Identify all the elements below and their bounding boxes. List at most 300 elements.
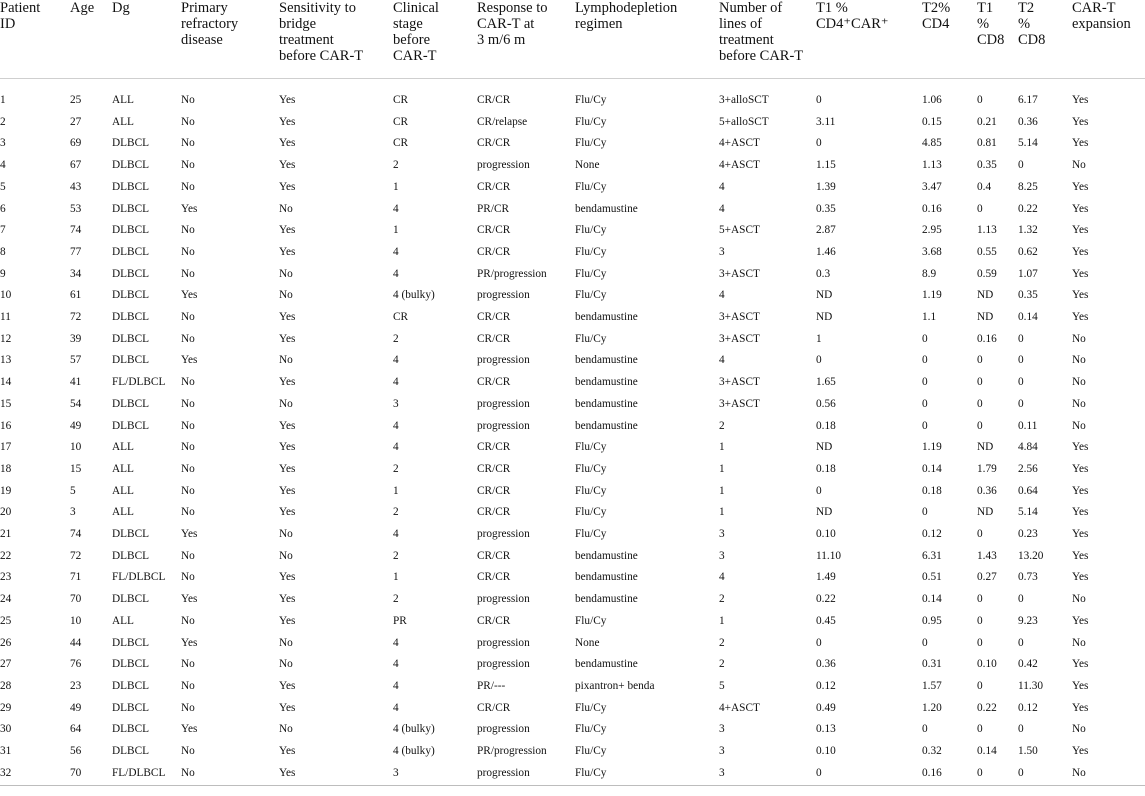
table-cell: 4 (bulky): [393, 723, 435, 736]
table-cell: 13: [0, 354, 12, 367]
table-cell: 0: [977, 419, 983, 432]
table-cell: 1.1: [922, 311, 937, 324]
table-cell: 0: [977, 636, 983, 649]
table-cell: 0.42: [1018, 658, 1038, 671]
column-header: [112, 0, 181, 79]
table-cell: progression: [477, 159, 530, 172]
table-cell: progression: [477, 636, 530, 649]
table-cell: 67: [70, 159, 82, 172]
table-cell: 23: [70, 679, 82, 692]
table-cell: No: [279, 636, 293, 649]
table-cell: 4: [393, 419, 399, 432]
table-cell: Yes: [181, 528, 198, 541]
table-cell: 29: [0, 701, 12, 714]
table-cell: 4+ASCT: [719, 159, 760, 172]
table-cell: progression: [477, 419, 530, 432]
table-cell: progression: [477, 593, 530, 606]
table-cell: 16: [0, 419, 12, 432]
column-header: [1018, 0, 1072, 79]
table-row: [0, 350, 1145, 372]
table-cell: bendamustine: [575, 658, 638, 671]
table-cell: CR/CR: [477, 462, 511, 475]
table-row: [0, 481, 1145, 503]
table-cell: ND: [816, 289, 833, 302]
table-cell: Yes: [1072, 571, 1089, 584]
table-cell: No: [181, 224, 195, 237]
column-header: [0, 0, 70, 79]
table-cell: progression: [477, 397, 530, 410]
table-cell: 17: [0, 441, 12, 454]
table-cell: Flu/Cy: [575, 614, 607, 627]
table-cell: 1.07: [1018, 267, 1038, 280]
table-cell: 0.18: [922, 484, 942, 497]
table-cell: 4: [393, 528, 399, 541]
table-cell: 26: [0, 636, 12, 649]
column-header-line: treatment: [719, 32, 774, 48]
table-cell: 10: [70, 614, 82, 627]
column-header-line: Number of: [719, 0, 783, 16]
table-row: [0, 459, 1145, 481]
table-cell: 57: [70, 354, 82, 367]
table-cell: 0.14: [922, 462, 942, 475]
table-cell: 4: [393, 245, 399, 258]
table-cell: 5+ASCT: [719, 224, 760, 237]
table-cell: Yes: [1072, 679, 1089, 692]
table-cell: No: [181, 419, 195, 432]
table-cell: 0.14: [1018, 311, 1038, 324]
table-cell: 4+ASCT: [719, 137, 760, 150]
table-cell: Yes: [1072, 506, 1089, 519]
table-cell: DLBCL: [112, 419, 150, 432]
table-cell: 1: [393, 571, 399, 584]
table-cell: progression: [477, 289, 530, 302]
table-cell: 4: [393, 441, 399, 454]
table-cell: CR/CR: [477, 224, 511, 237]
table-cell: DLBCL: [112, 679, 150, 692]
table-cell: PR/progression: [477, 745, 547, 758]
table-cell: No: [1072, 636, 1086, 649]
table-cell: 0: [977, 202, 983, 215]
table-cell: 1.39: [816, 180, 836, 193]
table-cell: 0: [977, 723, 983, 736]
table-cell: 0.55: [977, 245, 997, 258]
column-header-line: before CAR-T: [279, 48, 364, 64]
table-cell: 1: [816, 332, 822, 345]
table-cell: 10: [70, 441, 82, 454]
table-cell: FL/DLBCL: [112, 763, 181, 785]
table-row: [0, 611, 1145, 633]
table-cell: 3: [393, 397, 399, 410]
column-header-line: ID: [0, 16, 16, 32]
table-cell: Yes: [1072, 658, 1089, 671]
table-cell: 32: [0, 763, 70, 785]
table-cell: 14: [0, 376, 12, 389]
table-cell: 0: [922, 723, 928, 736]
table-cell: 12: [0, 332, 12, 345]
table-cell: 70: [70, 763, 112, 785]
table-row: [0, 242, 1145, 264]
table-cell: No: [181, 159, 195, 172]
table-cell: Flu/Cy: [575, 224, 607, 237]
table-cell: 3: [719, 528, 725, 541]
table-cell: 3.47: [922, 180, 942, 193]
table-cell: Yes: [279, 311, 296, 324]
table-cell: 0: [922, 636, 928, 649]
table-cell: 0.31: [922, 658, 942, 671]
table-cell: Yes: [181, 636, 198, 649]
table-cell: 2: [393, 159, 399, 172]
table-cell: Yes: [279, 763, 393, 785]
table-cell: 64: [70, 723, 82, 736]
table-cell: DLBCL: [112, 549, 150, 562]
table-cell: 49: [70, 419, 82, 432]
table-row: [0, 155, 1145, 177]
table-cell: 0: [1018, 397, 1024, 410]
table-cell: 71: [70, 571, 82, 584]
table-cell: 2: [393, 332, 399, 345]
table-cell: 6.31: [922, 549, 942, 562]
table-cell: 18: [0, 462, 12, 475]
table-cell: 6.17: [1018, 94, 1038, 106]
table-cell: ND: [816, 441, 833, 454]
column-header-line: %: [977, 16, 990, 32]
table-cell: Yes: [1072, 528, 1089, 541]
table-cell: 0.18: [816, 462, 836, 475]
column-header-line: before CAR-T: [719, 48, 804, 64]
table-cell: 15: [70, 462, 82, 475]
table-cell: 27: [0, 658, 12, 671]
table-cell: Yes: [279, 614, 296, 627]
table-cell: 0: [1018, 332, 1024, 345]
table-cell: Yes: [279, 506, 296, 519]
table-cell: CR/CR: [477, 137, 511, 150]
table-cell: 3: [70, 506, 76, 519]
table-cell: No: [1072, 419, 1086, 432]
table-row: [0, 133, 1145, 155]
table-cell: 31: [0, 745, 12, 758]
table-cell: 0.45: [816, 614, 836, 627]
table-cell: 0: [977, 763, 1018, 785]
column-header-line: Primary: [181, 0, 228, 16]
table-cell: 4: [719, 354, 725, 367]
table-cell: 74: [70, 528, 82, 541]
table-cell: 0.10: [977, 658, 997, 671]
table-cell: None: [575, 159, 600, 172]
table-cell: 15: [0, 397, 12, 410]
table-cell: 0.13: [816, 723, 836, 736]
column-header-line: 3 m/6 m: [477, 32, 526, 48]
table-cell: 5+alloSCT: [719, 115, 769, 128]
table-cell: bendamustine: [575, 311, 638, 324]
table-cell: 0: [922, 506, 928, 519]
table-cell: PR/CR: [477, 202, 510, 215]
table-cell: Flu/Cy: [575, 332, 607, 345]
table-cell: 4: [719, 289, 725, 302]
table-row: [0, 589, 1145, 611]
table-cell: 21: [0, 528, 12, 541]
table-cell: 28: [0, 679, 12, 692]
table-cell: Flu/Cy: [575, 723, 607, 736]
table-cell: CR/CR: [477, 614, 511, 627]
table-cell: Yes: [279, 679, 296, 692]
table-cell: No: [181, 267, 195, 280]
table-cell: bendamustine: [575, 593, 638, 606]
table-cell: 4: [393, 636, 399, 649]
table-cell: No: [181, 115, 195, 128]
table-cell: CR/CR: [477, 484, 511, 497]
table-cell: 1: [393, 484, 399, 497]
table-cell: FL/DLBCL: [112, 376, 166, 389]
table-cell: No: [181, 679, 195, 692]
column-header-line: Sensitivity to: [279, 0, 356, 16]
table-cell: CR/CR: [477, 506, 511, 519]
table-cell: 3+alloSCT: [719, 94, 769, 106]
table-cell: Flu/Cy: [575, 115, 607, 128]
table-cell: Yes: [279, 419, 296, 432]
table-cell: Flu/Cy: [575, 763, 719, 785]
table-cell: 0.22: [1018, 202, 1038, 215]
table-cell: pixantron+ benda: [575, 679, 655, 692]
table-cell: Yes: [279, 745, 296, 758]
table-cell: DLBCL: [112, 245, 150, 258]
table-cell: Yes: [1072, 137, 1089, 150]
table-cell: 0.35: [816, 202, 836, 215]
table-cell: 3+ASCT: [719, 397, 760, 410]
column-header: [719, 0, 816, 79]
table-cell: 1: [0, 94, 6, 106]
table-cell: 1.50: [1018, 745, 1038, 758]
table-cell: No: [1072, 376, 1086, 389]
table-cell: progression: [477, 658, 530, 671]
table-cell: Flu/Cy: [575, 528, 607, 541]
table-cell: Flu/Cy: [575, 462, 607, 475]
table-cell: 1.13: [977, 224, 997, 237]
table-cell: 2: [393, 506, 399, 519]
table-cell: Yes: [1072, 614, 1089, 627]
table-cell: 0.11: [1018, 419, 1038, 432]
table-cell: No: [279, 549, 293, 562]
table-cell: Flu/Cy: [575, 94, 607, 106]
table-cell: Flu/Cy: [575, 267, 607, 280]
table-cell: Yes: [279, 159, 296, 172]
table-cell: 0.23: [1018, 528, 1038, 541]
table-cell: CR/CR: [477, 332, 511, 345]
table-cell: DLBCL: [112, 636, 150, 649]
table-cell: 2: [719, 593, 725, 606]
table-cell: 3: [719, 763, 816, 785]
table-cell: No: [1072, 763, 1145, 785]
table-cell: ALL: [112, 94, 134, 106]
table-cell: 5.14: [1018, 506, 1038, 519]
table-cell: 1: [719, 614, 725, 627]
table-cell: 0.27: [977, 571, 997, 584]
table-cell: 0: [922, 419, 928, 432]
table-cell: 23: [0, 571, 12, 584]
table-cell: 24: [0, 593, 12, 606]
table-cell: Flu/Cy: [575, 137, 607, 150]
table-cell: 0.14: [977, 745, 997, 758]
column-header-line: lines of: [719, 16, 763, 32]
table-row: [0, 199, 1145, 221]
table-cell: 4: [0, 159, 6, 172]
table-cell: 53: [70, 202, 82, 215]
column-header-line: CAR-T: [1072, 0, 1116, 16]
table-row: [0, 741, 1145, 763]
table-cell: 22: [0, 549, 12, 562]
table-cell: 5: [719, 679, 725, 692]
table-cell: CR/relapse: [477, 115, 528, 128]
table-cell: Yes: [279, 462, 296, 475]
table-cell: 1.43: [977, 549, 997, 562]
table-cell: 11: [0, 311, 11, 324]
table-cell: 13.20: [1018, 549, 1044, 562]
table-cell: 0: [1018, 376, 1024, 389]
table-cell: FL/DLBCL: [112, 571, 166, 584]
column-header-line: stage: [393, 16, 423, 32]
table-cell: Yes: [279, 701, 296, 714]
table-row: [0, 719, 1145, 741]
table-cell: 3: [719, 245, 725, 258]
table-cell: Yes: [279, 571, 296, 584]
column-header-line: Patient: [0, 0, 41, 16]
table-cell: 69: [70, 137, 82, 150]
table-cell: Flu/Cy: [575, 745, 607, 758]
table-cell: 9.23: [1018, 614, 1038, 627]
table-cell: 30: [0, 723, 12, 736]
table-cell: No: [181, 137, 195, 150]
table-cell: Flu/Cy: [575, 701, 607, 714]
table-cell: 70: [70, 593, 82, 606]
table-cell: bendamustine: [575, 419, 638, 432]
table-cell: No: [1072, 593, 1086, 606]
table-cell: No: [1072, 397, 1086, 410]
column-header-line: CD4: [922, 16, 950, 32]
table-cell: Yes: [1072, 462, 1089, 475]
table-cell: Yes: [279, 115, 296, 128]
table-cell: Yes: [1072, 202, 1089, 215]
table-cell: 4: [393, 267, 399, 280]
table-cell: 7: [0, 224, 6, 237]
table-cell: No: [181, 506, 195, 519]
table-cell: 0.21: [977, 115, 997, 128]
table-cell: No: [181, 245, 195, 258]
table-cell: 1.57: [922, 679, 942, 692]
table-cell: 4 (bulky): [393, 289, 435, 302]
table-cell: 0.12: [816, 679, 836, 692]
table-row: [0, 285, 1145, 307]
table-cell: 9: [0, 267, 6, 280]
table-header: [0, 0, 1145, 79]
table-cell: 4: [393, 679, 399, 692]
table-cell: 3.11: [816, 115, 836, 128]
table-cell: 20: [0, 506, 12, 519]
table-cell: 11.10: [816, 549, 841, 562]
column-header-line: T1 %: [816, 0, 848, 16]
table-row: [0, 264, 1145, 286]
table-cell: DLBCL: [112, 528, 150, 541]
table-cell: CR/CR: [477, 311, 511, 324]
table-cell: CR/CR: [477, 441, 511, 454]
table-cell: 0: [977, 376, 983, 389]
table-cell: 2: [719, 419, 725, 432]
table-cell: PR: [393, 614, 407, 627]
table-cell: 72: [70, 311, 82, 324]
table-cell: 0: [977, 614, 983, 627]
table-cell: 0.3: [816, 267, 831, 280]
table-cell: Yes: [181, 593, 198, 606]
table-cell: 0.49: [816, 701, 836, 714]
table-cell: No: [181, 311, 195, 324]
column-header-line: T2: [1018, 0, 1035, 16]
table-cell: 4: [393, 701, 399, 714]
table-cell: 0.22: [977, 701, 997, 714]
table-cell: No: [181, 484, 195, 497]
table-cell: 1.49: [816, 571, 836, 584]
table-cell: 1.15: [816, 159, 836, 172]
table-cell: 77: [70, 245, 82, 258]
table-cell: No: [181, 763, 279, 785]
table-cell: 39: [70, 332, 82, 345]
table-cell: No: [181, 94, 195, 106]
table-cell: 5: [0, 180, 6, 193]
table-cell: 0.4: [977, 180, 992, 193]
table-cell: No: [279, 202, 293, 215]
table-cell: 44: [70, 636, 82, 649]
table-cell: 3: [719, 723, 725, 736]
table-cell: 2: [393, 462, 399, 475]
table-cell: 1: [719, 506, 725, 519]
table-cell: 56: [70, 745, 82, 758]
table-cell: 19: [0, 484, 12, 497]
table-cell: None: [575, 636, 600, 649]
table-cell: DLBCL: [112, 137, 150, 150]
table-cell: No: [181, 571, 195, 584]
column-header: [816, 0, 922, 79]
table-cell: Flu/Cy: [575, 245, 607, 258]
table-cell: 0: [816, 763, 922, 785]
table-cell: No: [181, 397, 195, 410]
column-header: [279, 0, 393, 79]
table-cell: Yes: [181, 289, 198, 302]
table-cell: 49: [70, 701, 82, 714]
table-cell: 3+ASCT: [719, 332, 760, 345]
table-cell: CR/CR: [477, 571, 511, 584]
table-cell: Yes: [1072, 549, 1089, 562]
table-row: [0, 502, 1145, 524]
table-cell: 4: [719, 571, 725, 584]
table-cell: No: [1072, 332, 1086, 345]
table-cell: DLBCL: [112, 267, 150, 280]
table-cell: ND: [977, 441, 994, 454]
table-cell: 5: [70, 484, 76, 497]
table-cell: CR: [393, 137, 409, 150]
table-cell: CR/CR: [477, 180, 511, 193]
column-header: [477, 0, 575, 79]
table-cell: No: [279, 289, 293, 302]
column-header-line: refractory: [181, 16, 239, 32]
table-cell: 0: [1018, 354, 1024, 367]
table-cell: Yes: [1072, 745, 1089, 758]
table-cell: 0.10: [816, 745, 836, 758]
table-row: [0, 698, 1145, 720]
column-header-line: Response to: [477, 0, 548, 16]
table-cell: 0.59: [977, 267, 997, 280]
table-cell: DLBCL: [112, 289, 150, 302]
table-cell: 2: [393, 549, 399, 562]
table-cell: No: [181, 549, 195, 562]
table-cell: 0.14: [922, 593, 942, 606]
table-cell: 3+ASCT: [719, 267, 760, 280]
